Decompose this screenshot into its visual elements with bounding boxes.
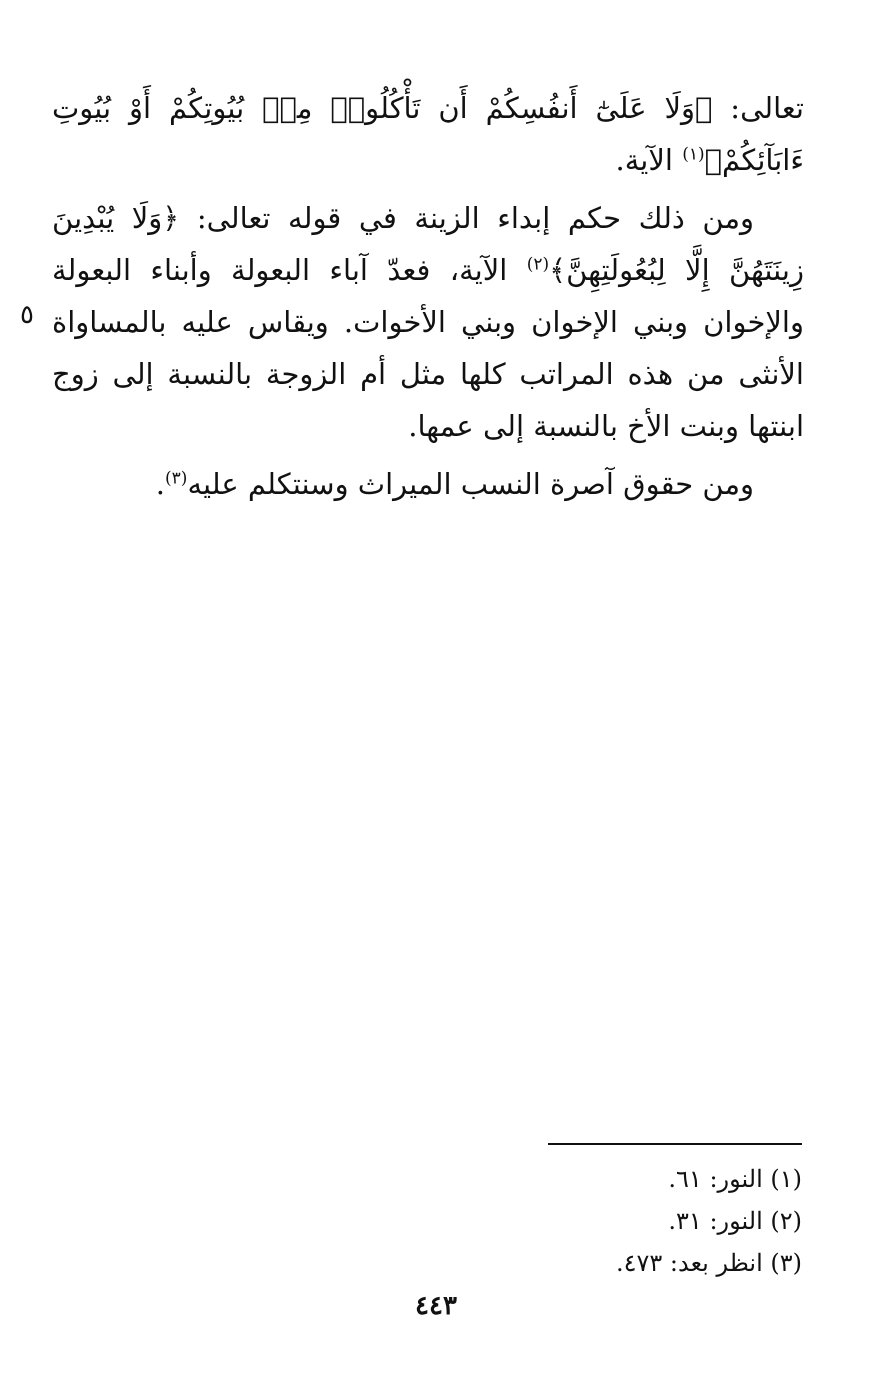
footnote-ref-3[interactable]: (٣) [165,468,188,489]
margin-line-marker: ٥ [20,300,34,330]
paragraph-1 [52,82,804,186]
paragraph-2-lead: ومن ذلك حكم إبداء الزينة في قوله تعالى: [179,201,754,235]
footnote-ref-1[interactable]: (١) [682,144,705,165]
footnote-2: (٢) النور: ٣١. [668,1207,802,1235]
paragraph-1-tail: الآية. [615,143,683,177]
footnotes [420,1158,802,1284]
paragraph-3-lead: ومن حقوق آصرة النسب الميراث وسنتكلم عليه [187,467,754,501]
footnote-separator [548,1143,802,1145]
footnote-ref-2[interactable]: (٢) [526,254,550,275]
paragraph-2 [52,192,804,452]
quran-quote-1: ﴿وَلَا عَلَىٰٓ أَنفُسِكُمْ أَن تَأْكُلُوا۟ مِنۢ بُيُوتِكُمْ أَوْ بُيُوتِ ءَابَآئِكُمْ﴾ [52,91,804,177]
footnote-1: (١) النور: ٦١. [668,1165,802,1193]
page-number: ٤٤٣ [415,1291,457,1321]
quran-quote-2: ﴿وَلَا يُبْدِينَ زِينَتَهُنَّ إِلَّا لِبُعُولَتِهِنَّ﴾ [52,201,804,287]
paragraph-3-tail: . [155,467,166,501]
footnote-3: (٣) انظر بعد: ٤٧٣. [615,1249,802,1277]
paragraph-3 [52,458,804,510]
paragraph-1-lead: تعالى: [712,91,804,125]
paragraph-2-tail: الآية، فعدّ آباء البعولة وأبناء البعولة والإخوان وبني الإخوان وبني الأخوات. ويقاس عليه بالمساواة الأنثى من هذه المراتب كلها مثل أم الزوجة بالنسبة إلى زوج ابنتها وبنت الأخ بالنسبة إلى عمها. [52,253,804,443]
main-text [52,82,804,510]
